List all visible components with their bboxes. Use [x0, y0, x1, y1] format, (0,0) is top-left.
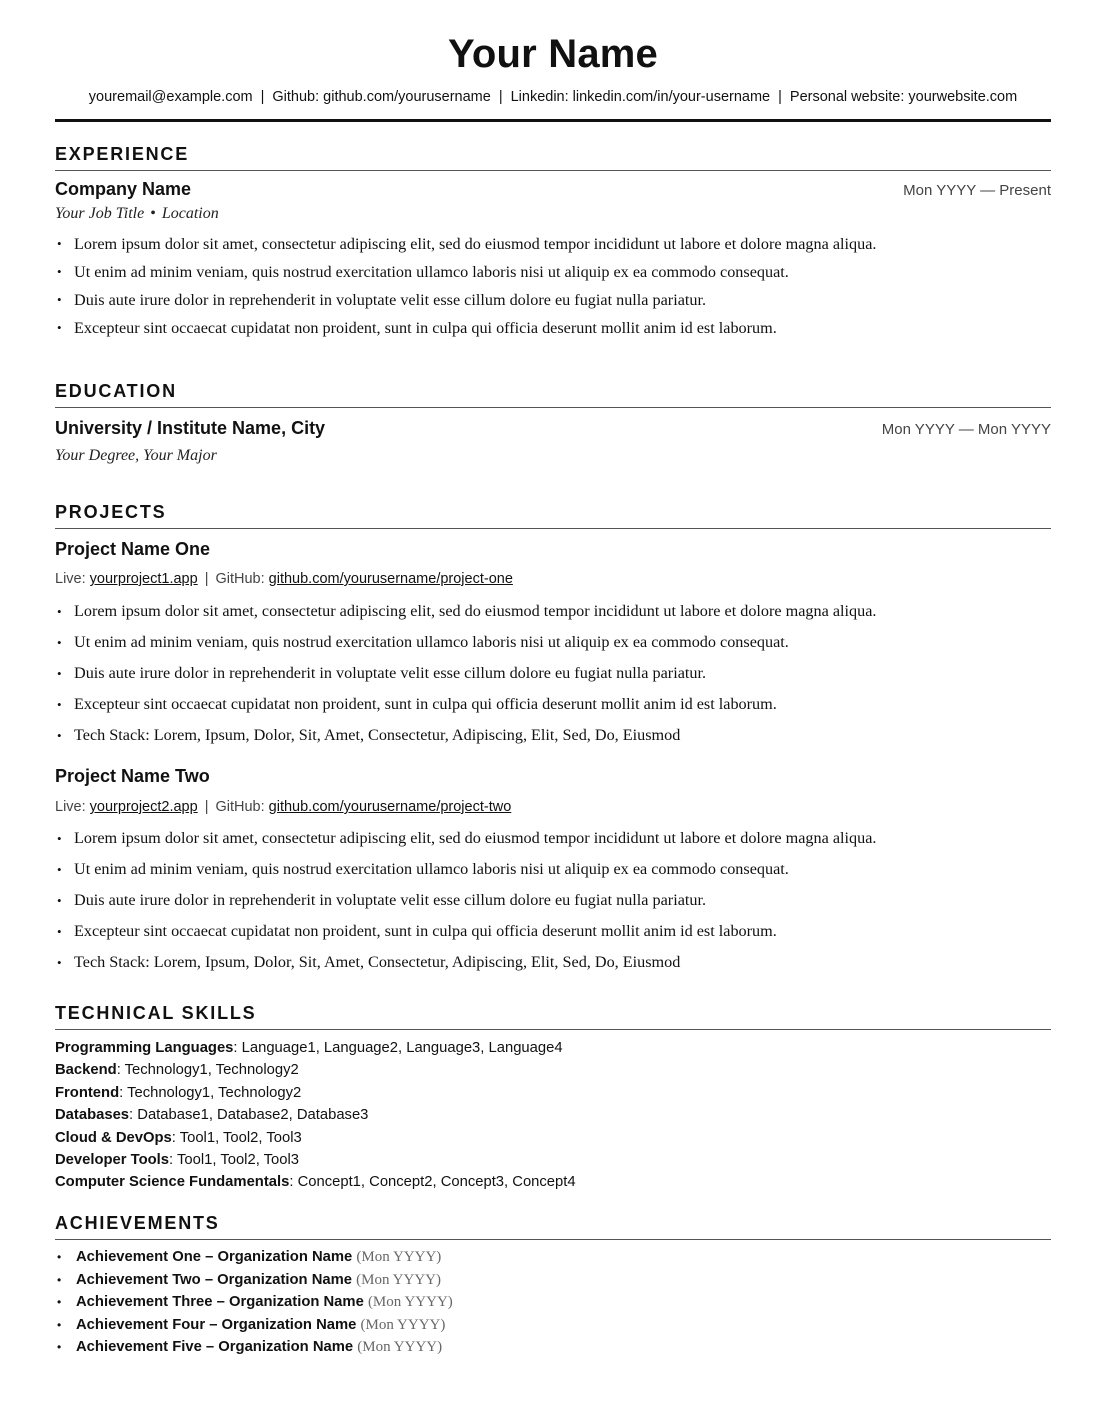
bullet-dot: •: [150, 205, 156, 222]
project-entry-head: [55, 539, 1051, 560]
skill-label: Backend: [55, 1062, 117, 1079]
section-title-skills: TECHNICAL SKILLS: [55, 1002, 1051, 1030]
experience-entry-head: [55, 179, 1051, 200]
candidate-name: Your Name: [447, 32, 658, 76]
skill-value: : Concept1, Concept2, Concept3, Concept4: [289, 1174, 576, 1191]
list-item: • Duis aute irure dolor in reprehenderit in voluptate velit esse cillum dolore eu fugiat nulla pariatur.: [55, 885, 1051, 916]
linkedin-text: Linkedin: linkedin.com/in/your-username: [510, 89, 771, 105]
project-entry-head: [55, 766, 1051, 787]
live-label: Live:: [55, 571, 86, 587]
skill-value: : Tool1, Tool2, Tool3: [171, 1129, 302, 1146]
github-link[interactable]: github.com/yourusername/project-two: [268, 799, 512, 815]
skill-label: Frontend: [55, 1084, 120, 1101]
github-text: Github: github.com/yourusername: [272, 89, 491, 105]
list-item: • Excepteur sint occaecat cupidatat non proident, sunt in culpa qui officia deserunt mollit anim id est laborum.: [55, 314, 1051, 342]
degree-line: Your Degree, Your Major: [55, 447, 217, 464]
contact-separator: |: [778, 89, 782, 105]
job-title-line: [55, 205, 219, 223]
live-link[interactable]: yourproject1.app: [89, 571, 198, 587]
section-title-achievements: ACHIEVEMENTS: [55, 1212, 1051, 1240]
link-separator: |: [204, 799, 209, 815]
achievement-text: Achievement Three – Organization Name: [76, 1294, 364, 1310]
list-item: [55, 1291, 453, 1314]
achievement-date: (Mon YYYY): [367, 1294, 453, 1310]
github-label: GitHub:: [215, 571, 265, 587]
skill-label: Computer Science Fundamentals: [55, 1174, 290, 1191]
section-title-experience: EXPERIENCE: [55, 143, 1051, 171]
skill-value: : Database1, Database2, Database3: [129, 1107, 369, 1124]
achievements-list: [55, 1246, 453, 1359]
resume-header: [55, 30, 1051, 106]
skill-label: Databases: [55, 1107, 130, 1124]
achievement-date: (Mon YYYY): [356, 1271, 441, 1288]
list-item: [55, 1314, 453, 1337]
list-item: • Lorem ipsum dolor sit amet, consectetur adipiscing elit, sed do eiusmod tempor incididunt ut labore et dolore magna aliqua.: [55, 596, 1051, 627]
project-bullets: [55, 596, 1051, 751]
list-item: [55, 1336, 453, 1359]
list-item: • Tech Stack: Lorem, Ipsum, Dolor, Sit, Amet, Consectetur, Adipiscing, Elit, Sed, Do, Eiusmod: [55, 720, 1051, 751]
section-title-education: EDUCATION: [55, 380, 1051, 408]
project-links: [55, 799, 511, 815]
link-separator: |: [204, 571, 209, 587]
achievement-date: (Mon YYYY): [360, 1316, 446, 1333]
contact-separator: |: [260, 89, 265, 105]
list-item: • Ut enim ad minim veniam, quis nostrud exercitation ullamco laboris nisi ut aliquip ex ea commodo consequat.: [55, 627, 1051, 658]
achievement-date: (Mon YYYY): [357, 1339, 443, 1355]
skill-row: [55, 1171, 576, 1193]
achievement-date: (Mon YYYY): [356, 1249, 442, 1265]
list-item: • Ut enim ad minim veniam, quis nostrud exercitation ullamco laboris nisi ut aliquip ex ea commodo consequat.: [55, 258, 1051, 286]
skill-row: [55, 1127, 576, 1149]
github-label: GitHub:: [215, 799, 265, 815]
experience-bullets: [55, 230, 1051, 342]
list-item: [55, 1269, 453, 1292]
skill-label: Cloud & DevOps: [55, 1129, 172, 1146]
achievement-text: Achievement Five – Organization Name: [76, 1339, 354, 1355]
achievement-text: Achievement One – Organization Name: [76, 1249, 353, 1265]
contact-line: [55, 88, 1051, 106]
contact-separator: |: [498, 89, 503, 105]
school-name: University / Institute Name, City: [55, 418, 326, 438]
list-item: • Excepteur sint occaecat cupidatat non proident, sunt in culpa qui officia deserunt mollit anim id est laborum.: [55, 689, 1051, 720]
project-bullets: [55, 823, 1051, 978]
education-entry-head: [55, 418, 1051, 439]
skill-value: : Technology1, Technology2: [119, 1084, 302, 1101]
skill-value: : Technology1, Technology2: [116, 1062, 299, 1079]
company-name: Company Name: [55, 179, 192, 199]
achievement-text: Achievement Four – Organization Name: [76, 1316, 357, 1333]
header-divider: [55, 119, 1051, 122]
skill-value: : Language1, Language2, Language3, Language4: [233, 1040, 563, 1056]
skill-label: Developer Tools: [55, 1152, 170, 1169]
skill-row: [55, 1037, 576, 1059]
live-link[interactable]: yourproject2.app: [89, 799, 198, 815]
list-item: • Excepteur sint occaecat cupidatat non proident, sunt in culpa qui officia deserunt mollit anim id est laborum.: [55, 916, 1051, 947]
job-title: Your Job Title: [55, 205, 145, 222]
website-text: Personal website: yourwebsite.com: [789, 89, 1018, 105]
experience-date: Mon YYYY — Present: [903, 182, 1051, 199]
list-item: • Tech Stack: Lorem, Ipsum, Dolor, Sit, Amet, Consectetur, Adipiscing, Elit, Sed, Do, Eiusmod: [55, 947, 1051, 978]
project-name: Project Name One: [55, 539, 211, 559]
email-text: youremail@example.com: [88, 89, 253, 105]
github-link[interactable]: github.com/yourusername/project-one: [268, 571, 513, 587]
list-item: [55, 1246, 453, 1269]
skill-value: : Tool1, Tool2, Tool3: [169, 1152, 300, 1169]
skill-row: [55, 1082, 576, 1104]
project-links: [55, 571, 513, 587]
list-item: • Lorem ipsum dolor sit amet, consectetur adipiscing elit, sed do eiusmod tempor incididunt ut labore et dolore magna aliqua.: [55, 230, 1051, 258]
project-name: Project Name Two: [55, 766, 210, 786]
job-location: Location: [161, 205, 219, 222]
skill-label: Programming Languages: [55, 1040, 234, 1056]
list-item: • Duis aute irure dolor in reprehenderit in voluptate velit esse cillum dolore eu fugiat nulla pariatur.: [55, 658, 1051, 689]
live-label: Live:: [55, 799, 86, 815]
skill-row: [55, 1059, 576, 1081]
section-title-projects: PROJECTS: [55, 501, 1051, 529]
skills-list: [55, 1037, 576, 1194]
achievement-text: Achievement Two – Organization Name: [76, 1271, 352, 1288]
list-item: • Duis aute irure dolor in reprehenderit in voluptate velit esse cillum dolore eu fugiat nulla pariatur.: [55, 286, 1051, 314]
skill-row: [55, 1149, 576, 1171]
education-date: Mon YYYY — Mon YYYY: [881, 421, 1051, 438]
skill-row: [55, 1104, 576, 1126]
list-item: • Lorem ipsum dolor sit amet, consectetur adipiscing elit, sed do eiusmod tempor incididunt ut labore et dolore magna aliqua.: [55, 823, 1051, 854]
list-item: • Ut enim ad minim veniam, quis nostrud exercitation ullamco laboris nisi ut aliquip ex ea commodo consequat.: [55, 854, 1051, 885]
